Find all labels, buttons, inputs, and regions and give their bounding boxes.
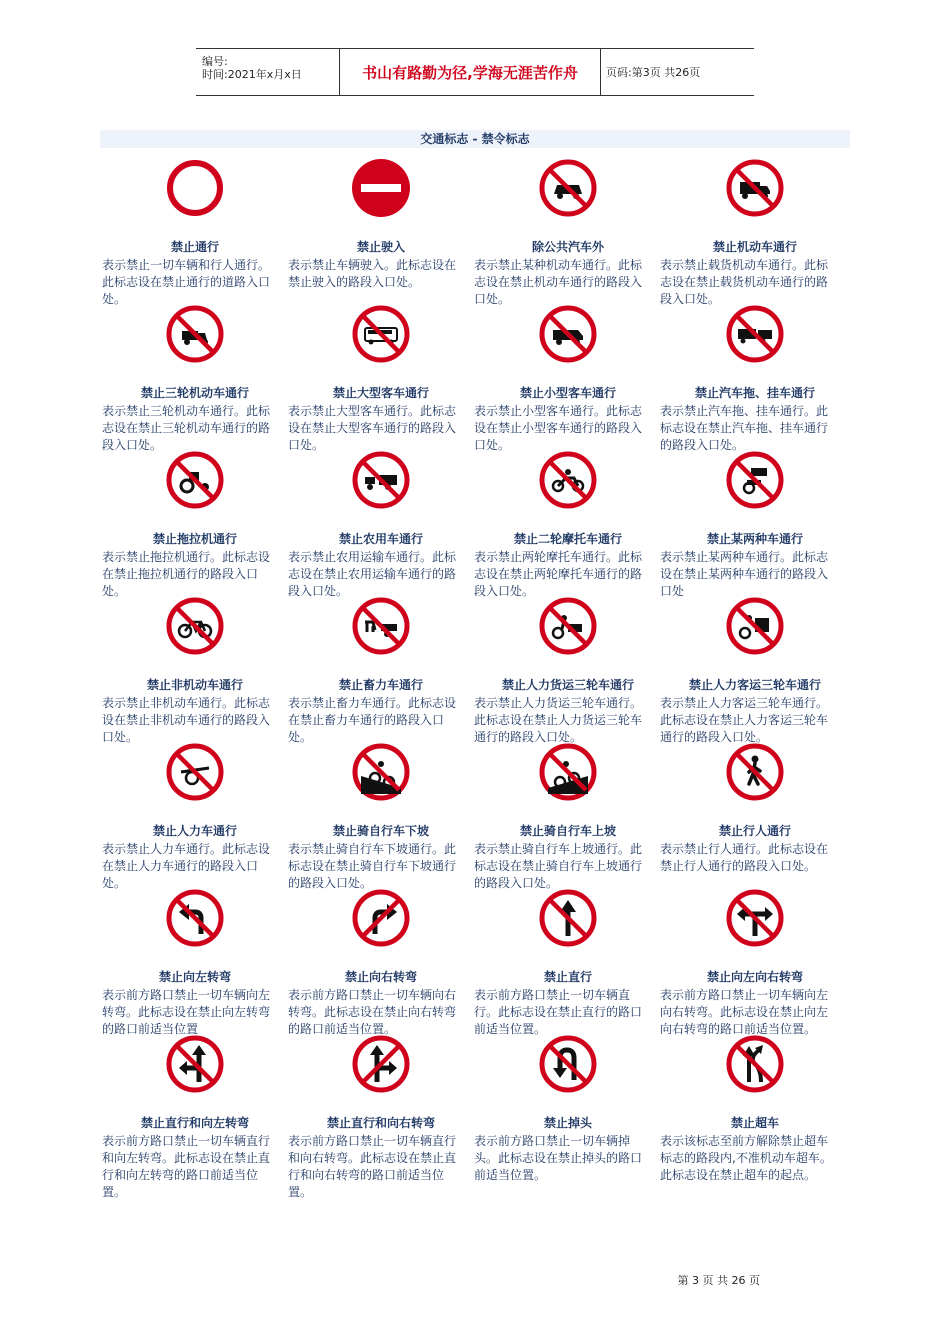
section-title: 交通标志 - 禁令标志 <box>100 130 850 148</box>
sign-name: 除公共汽车外 <box>531 240 604 254</box>
sign-card <box>286 304 466 450</box>
sign-card <box>100 158 280 304</box>
sign-name: 禁止直行和向右转弯 <box>326 1116 435 1130</box>
sign-description: 表示禁止载货机动车通行。此标志设在禁止载货机动车通行的路段入口处。 <box>660 258 829 306</box>
sign-description: 表示禁止三轮机动车通行。此标志设在禁止三轮机动车通行的路段入口处。 <box>102 404 271 452</box>
sign-description: 表示禁止一切车辆和行人通行。此标志设在禁止通行的道路入口处。 <box>102 258 271 306</box>
sign-name: 禁止小型客车通行 <box>519 386 616 400</box>
no-minibus-icon <box>538 304 598 364</box>
page-footer: 第 3 页 共 26 页 <box>677 1274 760 1287</box>
no-pedestrian-icon <box>725 742 785 802</box>
sign-card <box>100 888 280 1034</box>
no-tricycle-icon <box>165 304 225 364</box>
sign-card <box>286 1034 466 1199</box>
no-truck-icon <box>725 158 785 218</box>
sign-card <box>472 158 652 304</box>
sign-description: 表示禁止人力车通行。此标志设在禁止人力车通行的路段入口处。 <box>102 842 271 890</box>
sign-name: 禁止汽车拖、挂车通行 <box>694 386 815 400</box>
sign-card <box>658 158 838 304</box>
sign-description: 表示禁止小型客车通行。此标志设在禁止小型客车通行的路段入口处。 <box>474 404 643 452</box>
time-label: 时间:2021年x月x日 <box>202 68 302 81</box>
no-trailer-icon <box>725 304 785 364</box>
sign-description: 表示禁止人力货运三轮车通行。此标志设在禁止人力货运三轮车通行的路段入口处。 <box>474 696 643 744</box>
no-straight-right-icon <box>351 1034 411 1094</box>
sign-description: 表示禁止行人通行。此标志设在禁止行人通行的路段入口处。 <box>660 842 829 873</box>
sign-card <box>286 596 466 742</box>
no-bus-icon <box>351 304 411 364</box>
sign-description: 表示禁止骑自行车上坡通行。此标志设在禁止骑自行车上坡通行的路段入口处。 <box>474 842 643 890</box>
sign-card <box>658 304 838 450</box>
no-cycling-uphill-icon <box>538 742 598 802</box>
no-motorcycle-icon <box>538 450 598 510</box>
sign-description: 表示禁止畜力车通行。此标志设在禁止畜力车通行的路段入口处。 <box>288 696 457 744</box>
sign-card <box>658 1034 838 1180</box>
no-u-turn-icon <box>538 1034 598 1094</box>
sign-card <box>472 888 652 1034</box>
page-header <box>196 48 754 96</box>
no-entry-ring-icon <box>165 158 225 218</box>
sign-name: 禁止人力客运三轮车通行 <box>688 678 821 692</box>
sign-card <box>100 742 280 888</box>
sign-name: 禁止二轮摩托车通行 <box>513 532 622 546</box>
header-page-label: 页码:第3页 共26页 <box>606 66 701 79</box>
sign-name: 禁止向左转弯 <box>158 970 231 984</box>
sign-description: 表示前方路口禁止一切车辆向左转弯。此标志设在禁止向左转弯的路口前适当位置 <box>102 988 271 1036</box>
no-left-right-turn-icon <box>725 888 785 948</box>
sign-name: 禁止机动车通行 <box>712 240 797 254</box>
sign-card <box>472 1034 652 1180</box>
sign-description: 表示禁止骑自行车下坡通行。此标志设在禁止骑自行车下坡通行的路段入口处。 <box>288 842 457 890</box>
sign-name: 禁止三轮机动车通行 <box>140 386 249 400</box>
sign-card <box>100 450 280 596</box>
sign-card <box>658 596 838 742</box>
sign-name: 禁止骑自行车下坡 <box>332 824 429 838</box>
sign-card <box>658 450 838 596</box>
sign-description: 表示禁止人力客运三轮车通行。此标志设在禁止人力客运三轮车通行的路段入口处。 <box>660 696 829 744</box>
sign-name: 禁止大型客车通行 <box>332 386 429 400</box>
sign-name: 禁止驶入 <box>356 240 405 254</box>
sign-card <box>100 304 280 450</box>
sign-name: 禁止非机动车通行 <box>146 678 243 692</box>
sign-name: 禁止向右转弯 <box>344 970 417 984</box>
sign-name: 禁止农用车通行 <box>338 532 423 546</box>
sign-description: 表示禁止车辆驶入。此标志设在禁止驶入的路段入口处。 <box>288 258 457 289</box>
sign-card <box>286 742 466 888</box>
no-left-turn-icon <box>165 888 225 948</box>
sign-description: 表示前方路口禁止一切车辆掉头。此标志设在禁止掉头的路口前适当位置。 <box>474 1134 643 1182</box>
no-handcart-icon <box>165 742 225 802</box>
sign-description: 表示禁止非机动车通行。此标志设在禁止非机动车通行的路段入口处。 <box>102 696 271 744</box>
sign-card <box>472 596 652 742</box>
sign-name: 禁止通行 <box>170 240 219 254</box>
sign-card <box>100 596 280 742</box>
sign-name: 禁止某两种车通行 <box>706 532 803 546</box>
sign-description: 表示前方路口禁止一切车辆向左向右转弯。此标志设在禁止向左向右转弯的路口前适当位置。 <box>660 988 829 1036</box>
sign-card <box>286 158 466 304</box>
sign-name: 禁止人力货运三轮车通行 <box>501 678 634 692</box>
sign-name: 禁止直行 <box>543 970 592 984</box>
sign-card <box>286 450 466 596</box>
sign-card <box>286 888 466 1034</box>
sign-card <box>472 450 652 596</box>
sign-description: 表示前方路口禁止一切车辆直行。此标志设在禁止直行的路口前适当位置。 <box>474 988 643 1036</box>
sign-description: 表示禁止某种机动车通行。此标志设在禁止机动车通行的路段入口处。 <box>474 258 643 306</box>
no-bicycle-icon <box>165 596 225 656</box>
no-right-turn-icon <box>351 888 411 948</box>
no-two-vehicles-icon <box>725 450 785 510</box>
sign-card <box>658 888 838 1034</box>
sign-name: 禁止向左向右转弯 <box>706 970 803 984</box>
sign-card <box>472 742 652 888</box>
sign-name: 禁止直行和向左转弯 <box>140 1116 249 1130</box>
sign-name: 禁止行人通行 <box>718 824 791 838</box>
sign-name: 禁止畜力车通行 <box>338 678 423 692</box>
no-cycling-downhill-icon <box>351 742 411 802</box>
sign-description: 表示禁止两轮摩托车通行。此标志设在禁止两轮摩托车通行的路段入口处。 <box>474 550 643 598</box>
header-motto: 书山有路勤为径,学海无涯苦作舟 <box>339 49 601 95</box>
no-overtaking-icon <box>725 1034 785 1094</box>
no-straight-icon <box>538 888 598 948</box>
no-animal-cart-icon <box>351 596 411 656</box>
sign-description: 表示前方路口禁止一切车辆向右转弯。此标志设在禁止向右转弯的路口前适当位置。 <box>288 988 457 1036</box>
sign-description: 表示禁止汽车拖、挂车通行。此标志设在禁止汽车拖、挂车通行的路段入口处。 <box>660 404 829 452</box>
no-entry-bar-icon <box>351 158 411 218</box>
number-label: 编号: <box>202 55 228 68</box>
sign-name: 禁止超车 <box>730 1116 779 1130</box>
sign-name: 禁止人力车通行 <box>152 824 237 838</box>
sign-description: 表示前方路口禁止一切车辆直行和向左转弯。此标志设在禁止直行和向左转弯的路口前适当位置。 <box>102 1134 271 1199</box>
sign-description: 表示禁止拖拉机通行。此标志设在禁止拖拉机通行的路段入口处。 <box>102 550 271 598</box>
no-cargo-tricycle-icon <box>538 596 598 656</box>
sign-description: 表示该标志至前方解除禁止超车标志的路段内,不准机动车超车。此标志设在禁止超车的起点。 <box>660 1134 832 1182</box>
no-farm-vehicle-icon <box>351 450 411 510</box>
no-car-icon <box>538 158 598 218</box>
sign-card <box>658 742 838 888</box>
sign-description: 表示禁止某两种车通行。此标志设在禁止某两种车通行的路段入口处 <box>660 550 829 598</box>
sign-name: 禁止拖拉机通行 <box>152 532 237 546</box>
sign-description: 表示禁止农用运输车通行。此标志设在禁止农用运输车通行的路段入口处。 <box>288 550 457 598</box>
no-tractor-icon <box>165 450 225 510</box>
no-passenger-tricycle-icon <box>725 596 785 656</box>
header-meta <box>196 49 339 95</box>
sign-card <box>472 304 652 450</box>
sign-name: 禁止掉头 <box>543 1116 592 1130</box>
sign-description: 表示禁止大型客车通行。此标志设在禁止大型客车通行的路段入口处。 <box>288 404 457 452</box>
sign-card <box>100 1034 280 1199</box>
sign-name: 禁止骑自行车上坡 <box>519 824 616 838</box>
sign-description: 表示前方路口禁止一切车辆直行和向右转弯。此标志设在禁止直行和向右转弯的路口前适当位置。 <box>288 1134 457 1199</box>
no-straight-left-icon <box>165 1034 225 1094</box>
